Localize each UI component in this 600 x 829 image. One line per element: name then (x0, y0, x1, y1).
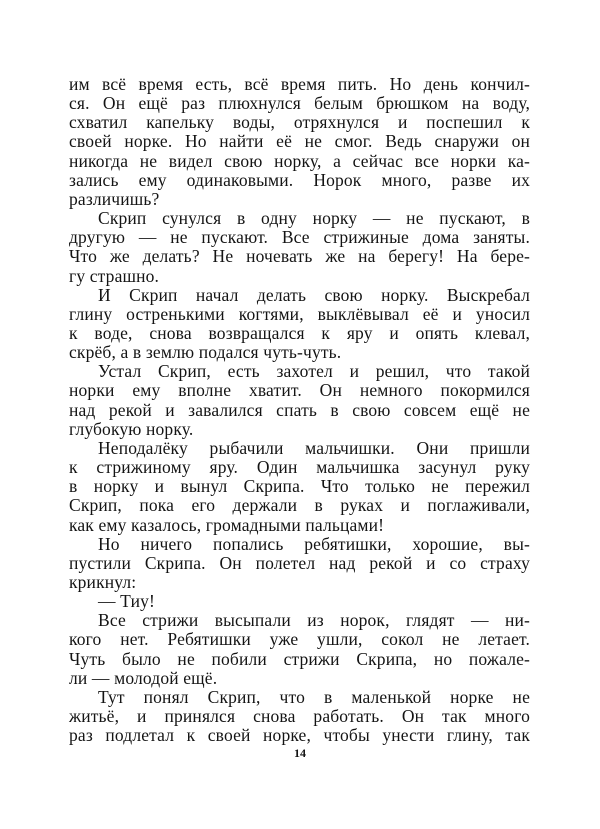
text-line: Но ничего попались ребятишки, хорошие, вы- (98, 533, 530, 554)
text-line: Скрип сунулся в одну норку — не пускают, в (98, 208, 530, 228)
text-line: раз подлетал к своей норке, чтобы унести глину, так (69, 725, 530, 746)
text-line: глину остренькими когтями, выклёвывал её и уносил (69, 303, 530, 324)
page-number: 14 (294, 746, 306, 760)
text-line: ли — молодой ещё. (69, 667, 218, 688)
text-line: Все стрижи высыпали из норок, глядят — ни- (98, 610, 530, 631)
text-line: Тут понял Скрип, что в маленькой норке не (98, 686, 530, 707)
text-line: над рекой и завалился спать в свою совсем ещё не (69, 399, 530, 420)
text-line: другую — не пускают. Все стрижиные дома заняты. (69, 227, 530, 248)
text-line: им всё время есть, всё время пить. Но день кончил- (69, 74, 530, 94)
text-line: в норку и вынул Скрипа. Что только не пережил (69, 476, 530, 497)
text-line: к воде, снова возвращался к яру и опять клевал, (69, 322, 530, 343)
text-line: — Тиу! (98, 591, 155, 611)
text-line: Устал Скрип, есть захотел и решил, что такой (98, 361, 530, 382)
text-line: гу страшно. (69, 265, 160, 286)
text-line: как ему казалось, громадными пальцами! (69, 514, 385, 535)
text-line: Что же делать? Не ночевать же на берегу! На бере- (69, 246, 530, 267)
text-line: крикнул: (69, 571, 137, 592)
text-line: никогда не видел свою норку, а сейчас все норки ка- (69, 150, 530, 171)
text-line: Скрип, пока его держали в руках и поглаживали, (69, 495, 530, 516)
text-line: различишь? (69, 188, 160, 209)
text-line: Неподалёку рыбачили мальчишки. Они пришли (98, 437, 530, 458)
text-line: скрёб, а в землю подался чуть-чуть. (69, 342, 342, 363)
text-line: ся. Он ещё раз плюхнулся белым брюшком на воду, (69, 93, 530, 114)
text-line: Чуть было не побили стрижи Скрипа, но пожале- (69, 648, 530, 669)
text-line: И Скрип начал делать свою норку. Выскребал (98, 284, 530, 305)
text-line: пустили Скрипа. Он полетел над рекой и со страху (69, 552, 530, 573)
text-line: схватил капельку воды, отряхнулся и поспешил к (69, 112, 530, 133)
text-line: житьё, и принялся снова работать. Он так много (69, 705, 530, 726)
text-line: глубокую норку. (69, 418, 194, 439)
text-line: кого нет. Ребятишки уже ушли, сокол не летает. (69, 629, 530, 650)
text-line: своей норке. Но найти её не смог. Ведь снаружи он (69, 131, 530, 152)
text-line: к стрижиному яру. Один мальчишка засунул руку (69, 457, 530, 477)
text-line: норки ему вполне хватит. Он немного покормился (69, 380, 530, 401)
text-line: зались ему одинаковыми. Норок много, разве их (69, 169, 530, 190)
